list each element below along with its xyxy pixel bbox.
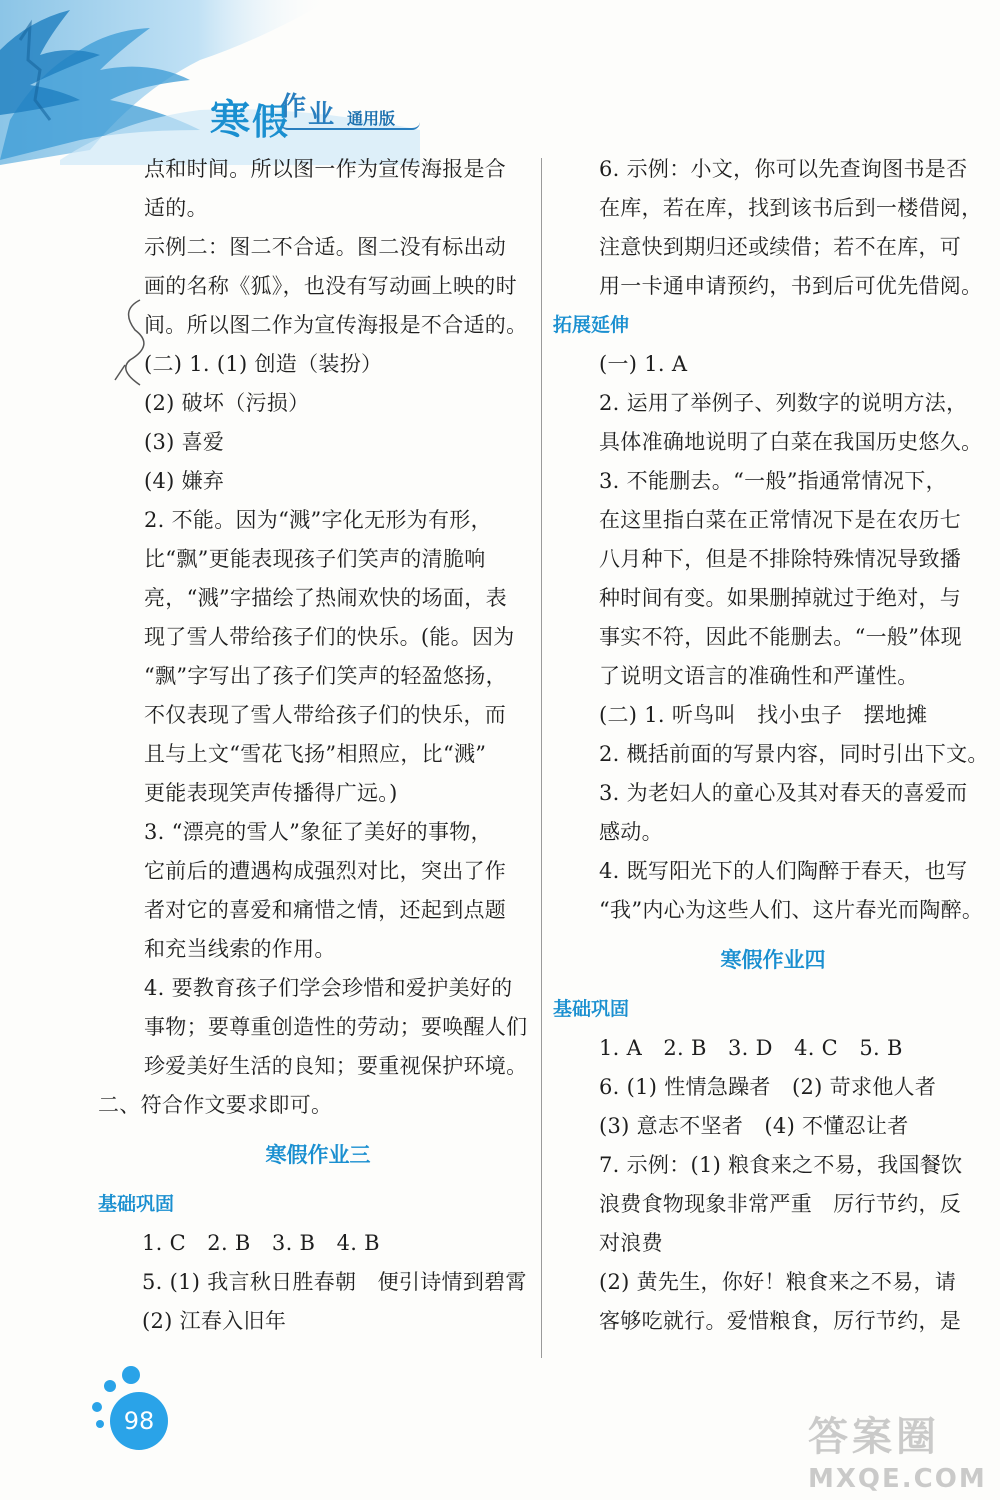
answer-line: (2) 黄先生，你好！粮食来之不易，请 (599, 1270, 957, 1294)
answer-line: “飘”字写出了孩子们笑声的轻盈悠扬， (144, 664, 507, 688)
watermark-line1: 答案圈 (808, 1414, 940, 1460)
answer-line: 2. 运用了举例子、列数字的说明方法， (599, 391, 968, 415)
page-number: 98 (110, 1392, 168, 1450)
answer-line: (3) 喜爱 (144, 430, 225, 454)
right-column (553, 150, 993, 1341)
answer-line: 它前后的遭遇构成强烈对比，突出了作 (144, 859, 507, 883)
answer-line: 3. 不能删去。“一般”指通常情况下， (599, 469, 947, 493)
answer-line: (2) 江春入旧年 (142, 1309, 287, 1333)
watermark-line2: MXQE.COM (808, 1464, 987, 1494)
answer-line: 间。所以图二作为宣传海报是不合适的。 (144, 313, 528, 337)
title-char-3: 作 (280, 92, 307, 122)
answer-line: 3. “漂亮的雪人”象征了美好的事物， (144, 820, 492, 844)
answer-line: 对浪费 (599, 1231, 663, 1255)
column-divider (541, 158, 542, 1358)
answer-line: 亮，“溅”字描绘了热闹欢快的场面，表 (144, 586, 507, 610)
answer-line: 和充当线索的作用。 (144, 937, 336, 961)
answer-line: 2. 概括前面的写景内容，同时引出下文。 (599, 742, 989, 766)
chapter-heading: 寒假作业四 (720, 948, 826, 972)
answer-line: 1. A 2. B 3. D 4. C 5. B (599, 1036, 903, 1060)
answer-line: 6. (1) 性情急躁者 (2) 苛求他人者 (599, 1075, 937, 1099)
answer-line: 感动。 (599, 820, 663, 844)
title-char-4: 业 (308, 100, 335, 130)
chapter-heading: 寒假作业三 (265, 1143, 371, 1167)
answer-line: 用一卡通申请预约，书到后可优先借阅。 (599, 274, 983, 298)
answer-line: 注意快到期归还或续借；若不在库，可 (599, 235, 962, 259)
answer-line: 二、符合作文要求即可。 (98, 1093, 333, 1117)
answer-line: 点和时间。所以图一作为宣传海报是合 (144, 157, 507, 181)
answer-line: 比“飘”更能表现孩子们笑声的清脆响 (144, 547, 486, 571)
answer-line: 更能表现笑声传播得广远。) (144, 781, 398, 805)
answer-line: 在库，若在库，找到该书后到一楼借阅， (599, 196, 983, 220)
answer-line: 且与上文“雪花飞扬”相照应，比“溅” (144, 742, 487, 766)
section-heading: 拓展延伸 (553, 314, 630, 336)
answer-line: (二) 1. (1) 创造（装扮） (144, 352, 383, 376)
answer-line: 4. 要教育孩子们学会珍惜和爱护美好的 (144, 976, 513, 1000)
answer-line: 种时间有变。如果删掉就过于绝对，与 (599, 586, 962, 610)
answer-line: 具体准确地说明了白菜在我国历史悠久。 (599, 430, 983, 454)
title-underline (280, 122, 420, 130)
answer-line: 客够吃就行。爱惜粮食，厉行节约，是 (599, 1309, 962, 1333)
header-banner (0, 0, 430, 165)
answer-line: 事物；要尊重创造性的劳动；要唤醒人们 (144, 1015, 528, 1039)
section-heading: 基础巩固 (553, 998, 630, 1020)
title-char-1: 寒 (210, 96, 250, 143)
answer-line: 2. 不能。因为“溅”字化无形为有形， (144, 508, 492, 532)
left-column (98, 150, 538, 1341)
answer-line: (二) 1. 听鸟叫 找小虫子 摆地摊 (599, 703, 928, 727)
answer-line: 适的。 (144, 196, 208, 220)
answer-line: 5. (1) 我言秋日胜春朝 便引诗情到碧霄 (142, 1270, 527, 1294)
title-char-2: 假 (252, 101, 289, 143)
answer-line: 示例二：图二不合适。图二没有标出动 (144, 235, 507, 259)
answer-line: 了说明文语言的准确性和严谨性。 (599, 664, 919, 688)
answer-line: 者对它的喜爱和痛惜之情，还起到点题 (144, 898, 507, 922)
section-heading: 基础巩固 (98, 1193, 175, 1215)
answer-line: (一) 1. A (599, 352, 688, 376)
answer-line: 画的名称《狐》，也没有写动画上映的时 (144, 274, 517, 298)
edition-label: 通用版 (347, 109, 396, 128)
site-watermark (808, 1405, 998, 1495)
answer-line: (3) 意志不坚者 (4) 不懂忍让者 (599, 1114, 909, 1138)
answer-line: 不仅表现了雪人带给孩子们的快乐，而 (144, 703, 507, 727)
answer-line: 事实不符，因此不能删去。“一般”体现 (599, 625, 962, 649)
answer-line: (4) 嫌弃 (144, 469, 225, 493)
answer-line: 浪费食物现象非常严重 厉行节约，反 (599, 1192, 962, 1216)
answer-line: 7. 示例：(1) 粮食来之不易，我国餐饮 (599, 1153, 963, 1177)
series-title (210, 86, 420, 146)
answer-line: 4. 既写阳光下的人们陶醉于春天，也写 (599, 859, 968, 883)
answer-line: “我”内心为这些人们、这片春光而陶醉。 (599, 898, 984, 922)
answer-line: 3. 为老妇人的童心及其对春天的喜爱而 (599, 781, 968, 805)
answer-line: 现了雪人带给孩子们的快乐。(能。因为 (144, 625, 515, 649)
answer-line: (2) 破坏（污损） (144, 391, 310, 415)
answer-line: 1. C 2. B 3. B 4. B (142, 1231, 380, 1255)
answer-line: 在这里指白菜在正常情况下是在农历七 (599, 508, 962, 532)
answer-line: 6. 示例：小文，你可以先查询图书是否 (599, 157, 968, 181)
answer-line: 珍爱美好生活的良知；要重视保护环境。 (144, 1054, 528, 1078)
answer-line: 八月种下，但是不排除特殊情况导致播 (599, 547, 962, 571)
